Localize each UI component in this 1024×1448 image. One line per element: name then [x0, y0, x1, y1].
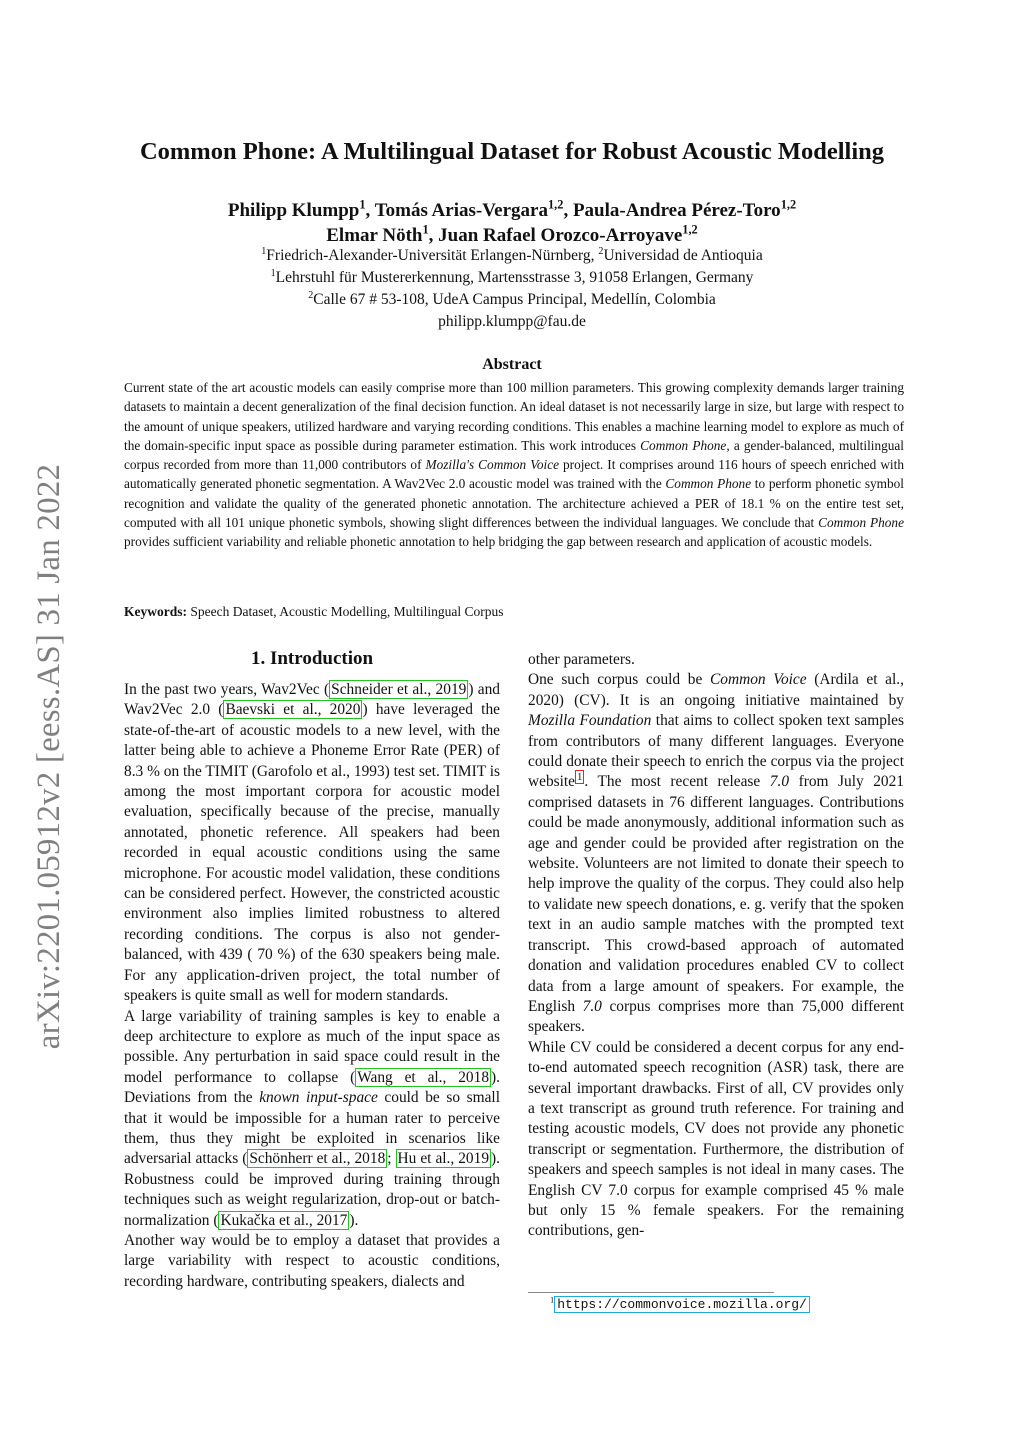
text: ). Deviations from the [124, 1068, 501, 1107]
paper-title: Common Phone: A Multilingual Dataset for Robust Acoustic Modelling [139, 138, 885, 165]
abstract-emph: Mozilla's Common Voice [425, 457, 559, 473]
author-name: Philipp Klumpp [227, 200, 360, 221]
text: ) and Wav2Vec 2.0 ( [124, 681, 501, 719]
author-affil-sup: 1,2 [780, 197, 797, 212]
text: from July 2021 comprised datasets in 76 different languages. Contributions could be made anonymously, additional information such as age and gender could be provided after registration on the website. Volunteers are not limited to donate their speech to help improve the quality of the corpus. They could also help to validate new speech donations, e. g. verify that the spoken text in an audio sample matches with the prompted text transcript. This crowd-based approach of automated donation and validation procedures enabled CV to collect data from a large amount of speakers. For example, the English [528, 773, 904, 1015]
text: ; [387, 1150, 396, 1168]
footnote [550, 1294, 810, 1312]
footnote-url-link[interactable]: https://commonvoice.mozilla.org/ [554, 1296, 810, 1313]
section-heading-introduction: 1. Introduction [250, 648, 374, 669]
footnote-ref-link[interactable]: 1 [577, 771, 583, 784]
author-affil-sup: 1 [422, 222, 429, 237]
footnote-number: 1 [550, 1294, 555, 1305]
citation-link[interactable]: Hu et al., 2019 [397, 1150, 490, 1168]
author-name: Tomás Arias-Vergara [374, 200, 548, 221]
abstract-text: to perform phonetic symbol recognition and validate the quality of the generated phonetic annotation. The architecture achieved a PER of 18.1 % on the entire test set, computed with all 101 unique phonetic symbols, showing slight differences between the individual languages. We conclude that [124, 476, 904, 531]
citation-link[interactable]: Schneider et al., 2019 [331, 681, 467, 698]
paragraph [528, 670, 904, 1037]
affiliations [0, 245, 1024, 333]
abstract-heading: Abstract [482, 356, 542, 373]
emph: 7.0 [769, 773, 790, 791]
affil-sup: 2 [598, 245, 604, 257]
citation-link[interactable]: Baevski et al., 2020 [225, 701, 361, 719]
author-affil-sup: 1,2 [682, 222, 698, 237]
affil-sup: 1 [270, 267, 276, 279]
author-affil-sup: 1 [359, 197, 366, 212]
paragraph: While CV could be considered a decent corpus for any end-to-end automated speech recognition (ASR) task, there are several important drawbacks. First of all, CV provides only a text transcript as ground truth reference. For training and testing acoustic models, CV does not provide any phonetic transcript or segmentation. Furthermore, the distribution of speakers and speech samples is not ideal in many cases. The English CV 7.0 corpus for example comprised 45 % male but only 15 % female speakers. For the remaining contributions, gen- [528, 1038, 904, 1240]
keywords-label: Keywords: [124, 604, 187, 619]
citation-link[interactable]: Schönherr et al., 2018 [249, 1150, 386, 1168]
text: A large variability of training samples is key to enable a deep architecture to explore as much of the input space as possible. Any perturbation in said space could result in the model performance to collapse ( [124, 1007, 500, 1086]
author-name: Paula-Andrea Pérez-Toro [572, 200, 781, 221]
abstract-text: , a gender-balanced, multilingual corpus recorded from more than 11,000 contributors of [124, 437, 904, 473]
text: ) have leveraged the state-of-the-art of acoustic models to a new level, with the latter being able to achieve a Phoneme Error Rate (PER) of 8.3 % on the TIMIT (Garofolo et al., 1993) test set. TIMIT is among the most important corpora for acoustic model evaluation, specifically because of the precise, manually annotated, phonetic reference. All speakers had been recorded in equal acoustic conditions using the same microphone. For acoustic model validation, these conditions can be considered perfect. However, the constricted acoustic environment also implies limited robustness to altered recording conditions. The corpus is also not gender-balanced, with 439 ( 70 %) of the 630 speakers being male. For any application-driven project, the total number of speakers is quite small as well for modern standards. [124, 701, 500, 1005]
text: In the past two years, Wav2Vec ( [124, 681, 330, 698]
abstract-emph: Common Phone [665, 476, 752, 492]
arxiv-stamp-text: arXiv:2201.05912v2 [eess.AS] 31 Jan 2022 [31, 463, 68, 1049]
abstract-text: Current state of the art acoustic models can easily comprise more than 100 million parameters. This growing complexity demands larger training datasets to maintain a decent generalization of the final decision function. An ideal dataset is not necessarily large in size, but large with respect to the amount of unique speakers, utilized hardware and varying recording conditions. This enables a machine learning model to explore as much of the domain-specific input space as possible during parameter estimation. This work introduces [124, 380, 904, 453]
paragraph: other parameters. [528, 651, 635, 668]
paragraph [124, 1007, 500, 1231]
affiliation-line: Calle 67 # 53-108, UdeA Campus Principal, Medellín, Colombia [313, 291, 716, 308]
emph: known input-space [259, 1089, 378, 1107]
paragraph [124, 680, 500, 1007]
emph: 7.0 [582, 997, 602, 1015]
keywords [124, 604, 503, 620]
author-list: Philipp Klumpp$^1$, Tomás Arias-Vergara$^{1,2}$, Paula-Andrea Pérez-Toro$^{1,2}$ Elmar Nöth$^1$, Juan Rafael Orozco-Arroyave$^{1,2}$ [227, 197, 797, 246]
right-column [528, 650, 904, 1242]
abstract-text: project. It comprises around 116 hours of speech enriched with automatically generated phonetic segmentation. A Wav2Vec 2.0 acoustic model was trained with the [124, 457, 904, 492]
abstract-emph: Common Phone [818, 515, 904, 531]
text: ). [349, 1211, 359, 1229]
author-email: philipp.klumpp@fau.de [438, 313, 586, 330]
text: that aims to collect spoken text samples from contributors of many different languages. Everyone could donate their speech to enrich the corpus via the project website [528, 712, 904, 791]
affil-sup: 2 [308, 289, 314, 301]
text: . The most recent release [584, 773, 770, 791]
affil-sup: 1 [261, 245, 267, 257]
affiliation-line: Lehrstuhl für Mustererkennung, Martensstrasse 3, 91058 Erlangen, Germany [275, 269, 754, 286]
left-column [124, 680, 500, 1292]
author-name: Juan Rafael Orozco-Arroyave [438, 225, 683, 246]
arxiv-stamp [28, 446, 72, 1066]
emph: Mozilla Foundation [528, 712, 652, 730]
citation-link[interactable]: Kukačka et al., 2017 [220, 1211, 348, 1229]
keywords-text: Speech Dataset, Acoustic Modelling, Multilingual Corpus [187, 604, 504, 619]
abstract-text: provides sufficient variability and reliable phonetic annotation to help bridging the gap between research and application of acoustic models. [124, 534, 873, 550]
abstract-emph: Common Phone [640, 437, 727, 453]
author-name: Elmar Nöth [326, 225, 423, 246]
text: ). Robustness could be improved during training through techniques such as weight regularization, drop-out or batch-normalization ( [124, 1150, 501, 1229]
paragraph: Another way would be to employ a dataset that provides a large variability with respect to acoustic conditions, recording hardware, contributing speakers, dialects and [124, 1231, 500, 1290]
text: could be so small that it would be impossible for a human rater to perceive them, thus they might be exploited in scenarios like adversarial attacks ( [124, 1089, 500, 1168]
footnote-rule [528, 1292, 774, 1293]
author-affil-sup: 1,2 [548, 197, 564, 212]
abstract-body [124, 378, 904, 552]
text: corpus comprises more than 75,000 different speakers. [528, 997, 904, 1036]
affiliation-line: Universidad de Antioquia [603, 247, 763, 264]
emph: Common Voice [710, 671, 807, 689]
citation-link[interactable]: Wang et al., 2018 [357, 1068, 490, 1086]
text: (Ardila et al., 2020) (CV). It is an ongoing initiative maintained by [528, 671, 904, 709]
text: One such corpus could be [528, 671, 710, 689]
affiliation-line: Friedrich-Alexander-Universität Erlangen-Nürnberg, [266, 247, 599, 264]
